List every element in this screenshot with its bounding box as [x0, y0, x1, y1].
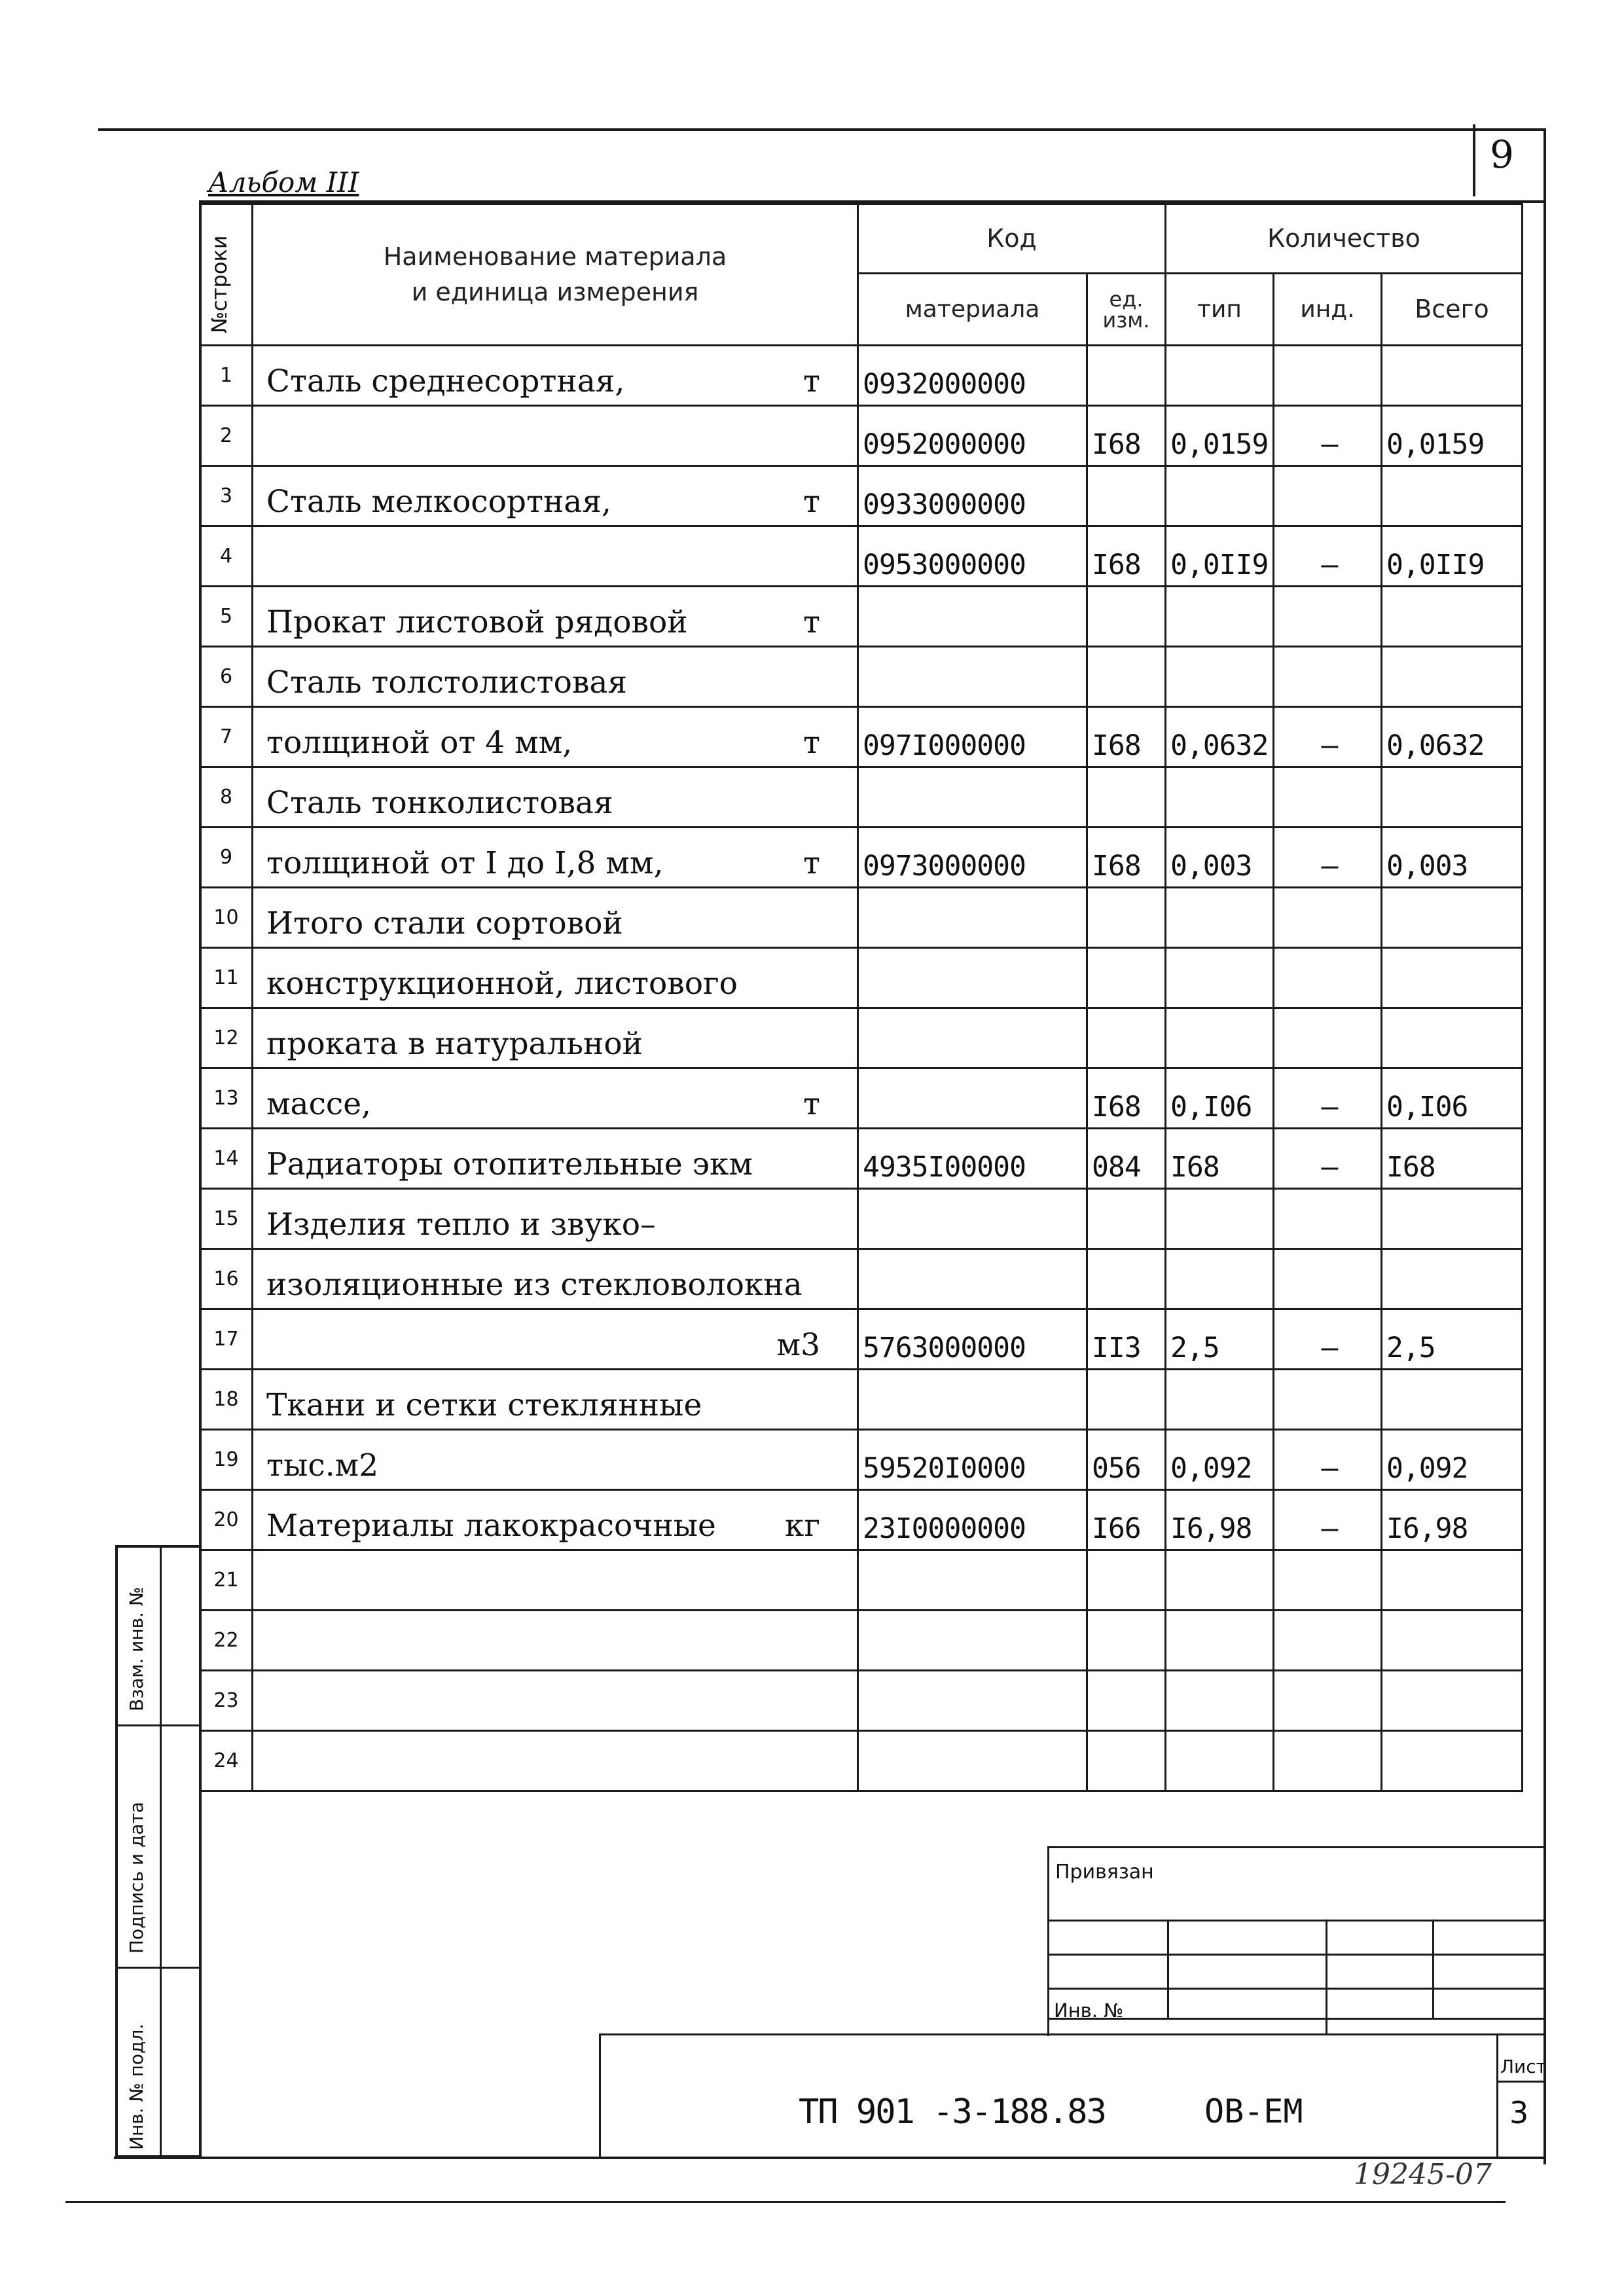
qty-type: [1166, 466, 1274, 526]
list-box-left-line: [1496, 2033, 1498, 2158]
material-name: Материалы лакокрасочные: [266, 1508, 716, 1544]
material-name-cell: [253, 1249, 858, 1309]
unit-code: I68: [1087, 828, 1166, 888]
row-number: 18: [200, 1370, 253, 1430]
name-header-line2: и единица измерения: [411, 277, 699, 306]
material-code: [858, 888, 1087, 948]
material-code: [858, 1068, 1087, 1129]
unit-code: [1087, 587, 1166, 647]
qty-ind: –: [1274, 1068, 1382, 1129]
row-number: 21: [200, 1550, 253, 1611]
frame-top-line: [98, 128, 1545, 131]
qty-type: 0,I06: [1166, 1068, 1274, 1129]
ind-header: инд.: [1274, 274, 1382, 346]
qty-total: [1382, 466, 1523, 526]
unit-letter: м3: [776, 1327, 820, 1363]
material-name: Сталь среднесортная,: [266, 363, 625, 399]
qty-type: [1166, 1189, 1274, 1249]
materials-table: [199, 203, 1523, 1792]
qty-ind: –: [1274, 406, 1382, 466]
list-number: 3: [1509, 2095, 1529, 2130]
material-code: [858, 1671, 1087, 1731]
row-number: 11: [200, 948, 253, 1008]
material-name-cell: [253, 1189, 858, 1249]
doc-strip-top-line: [599, 2033, 1545, 2035]
material-name: изоляционные из стекловолокна: [266, 1267, 803, 1303]
material-code: [858, 1550, 1087, 1611]
unit-letter: т: [803, 484, 820, 520]
material-code: 0932000000: [858, 346, 1087, 406]
unit-code: 056: [1087, 1430, 1166, 1490]
material-name-cell: [253, 406, 858, 466]
qty-type: [1166, 647, 1274, 707]
row-number: 24: [200, 1731, 253, 1791]
stamp-line-1: [1047, 1920, 1545, 1922]
qty-total: 0,0159: [1382, 406, 1523, 466]
row-number: 22: [200, 1611, 253, 1671]
material-name: Итого стали сортовой: [266, 905, 623, 941]
qty-type: 0,0159: [1166, 406, 1274, 466]
material-code: [858, 647, 1087, 707]
qty-type: 0,0II9: [1166, 526, 1274, 587]
material-name: Радиаторы отопительные экм: [266, 1146, 753, 1182]
row-number: 9: [200, 828, 253, 888]
qty-total: [1382, 1370, 1523, 1430]
qty-total: 0,003: [1382, 828, 1523, 888]
material-name-cell: [253, 1430, 858, 1490]
unit-code: II3: [1087, 1309, 1166, 1370]
table-row: [200, 888, 1523, 948]
table-row: [200, 587, 1523, 647]
qty-type: [1166, 1731, 1274, 1791]
unit-code: I68: [1087, 526, 1166, 587]
stamp-line-3: [1047, 1988, 1545, 1990]
stamp-col-1: [1167, 1920, 1169, 2018]
qty-type: 0,0632: [1166, 707, 1274, 767]
unit-code: [1087, 466, 1166, 526]
qty-type: [1166, 1008, 1274, 1068]
unit-letter: т: [803, 363, 820, 399]
unit-code: I66: [1087, 1490, 1166, 1550]
unit-code: [1087, 647, 1166, 707]
side-stamp-divider: [160, 1548, 162, 2158]
row-number: 12: [200, 1008, 253, 1068]
material-name-cell: [253, 1008, 858, 1068]
qty-total: [1382, 767, 1523, 828]
table-row: [200, 707, 1523, 767]
unit-code: 084: [1087, 1129, 1166, 1189]
unit-code: [1087, 1611, 1166, 1671]
qty-total: I68: [1382, 1129, 1523, 1189]
material-name-cell: [253, 1671, 858, 1731]
qty-ind: [1274, 1370, 1382, 1430]
material-name-cell: [253, 1309, 858, 1370]
material-code: [858, 948, 1087, 1008]
qty-total: [1382, 1189, 1523, 1249]
table-row: [200, 1671, 1523, 1731]
qty-ind: [1274, 1189, 1382, 1249]
material-code: [858, 1611, 1087, 1671]
qty-ind: [1274, 1731, 1382, 1791]
material-code: 0952000000: [858, 406, 1087, 466]
quantity-group-header: Количество: [1166, 204, 1523, 274]
row-number: 20: [200, 1490, 253, 1550]
qty-ind: [1274, 466, 1382, 526]
row-number: 15: [200, 1189, 253, 1249]
privyazan-label: Привязан: [1055, 1861, 1154, 1884]
qty-total: [1382, 1550, 1523, 1611]
qty-ind: –: [1274, 1430, 1382, 1490]
row-number-header: [200, 204, 253, 346]
qty-type: [1166, 1249, 1274, 1309]
row-number: 7: [200, 707, 253, 767]
material-code: [858, 1249, 1087, 1309]
row-number: 8: [200, 767, 253, 828]
unit-header: ед. изм.: [1087, 274, 1166, 346]
table-row: [200, 1249, 1523, 1309]
unit-code: I68: [1087, 1068, 1166, 1129]
page-number-box: [1473, 124, 1546, 196]
qty-type: 2,5: [1166, 1309, 1274, 1370]
row-number: 10: [200, 888, 253, 948]
qty-ind: [1274, 888, 1382, 948]
qty-ind: –: [1274, 1309, 1382, 1370]
type-header: тип: [1166, 274, 1274, 346]
qty-ind: –: [1274, 1490, 1382, 1550]
material-code: 097I000000: [858, 707, 1087, 767]
material-name-cell: [253, 1068, 858, 1129]
table-row: [200, 828, 1523, 888]
qty-type: [1166, 948, 1274, 1008]
row-number: 23: [200, 1671, 253, 1731]
qty-total: [1382, 1249, 1523, 1309]
name-header-line1: Наименование материала: [383, 242, 727, 271]
qty-ind: [1274, 767, 1382, 828]
qty-total: 0,0632: [1382, 707, 1523, 767]
qty-total: [1382, 1008, 1523, 1068]
qty-type: [1166, 1550, 1274, 1611]
qty-type: 0,003: [1166, 828, 1274, 888]
qty-total: 0,092: [1382, 1430, 1523, 1490]
material-code: [858, 1731, 1087, 1791]
stamp-line-2: [1047, 1954, 1545, 1956]
code-group-header: Код: [858, 204, 1166, 274]
table-row: [200, 466, 1523, 526]
material-name-cell: [253, 948, 858, 1008]
inv-no-label: Инв. №: [1054, 1999, 1124, 2022]
material-name: толщиной от 4 мм,: [266, 725, 573, 761]
unit-letter: т: [803, 604, 820, 640]
doc-strip-left-line: [599, 2033, 601, 2158]
material-name-cell: [253, 828, 858, 888]
table-row: [200, 1490, 1523, 1550]
material-name-cell: [253, 1490, 858, 1550]
row-number-header-label: №строки: [207, 235, 232, 333]
qty-type: [1166, 767, 1274, 828]
qty-ind: [1274, 1611, 1382, 1671]
qty-ind: –: [1274, 1129, 1382, 1189]
qty-type: [1166, 888, 1274, 948]
unit-code: [1087, 1189, 1166, 1249]
row-number: 14: [200, 1129, 253, 1189]
unit-letter: т: [803, 1086, 820, 1122]
qty-ind: [1274, 587, 1382, 647]
unit-code: I68: [1087, 406, 1166, 466]
material-code: 23I0000000: [858, 1490, 1087, 1550]
stamp-col-3: [1432, 1920, 1434, 2018]
list-box-mid-line: [1496, 2081, 1545, 2083]
material-name: Изделия тепло и звуко–: [266, 1207, 656, 1243]
material-code: 59520I0000: [858, 1430, 1087, 1490]
material-name: Прокат листовой рядовой: [266, 604, 688, 640]
qty-total: 0,I06: [1382, 1068, 1523, 1129]
qty-type: I6,98: [1166, 1490, 1274, 1550]
total-header: Всего: [1382, 274, 1523, 346]
inv-podl-label: Инв. № подл.: [126, 2023, 147, 2150]
material-code: [858, 587, 1087, 647]
qty-total: [1382, 1731, 1523, 1791]
row-number: 19: [200, 1430, 253, 1490]
qty-ind: [1274, 1249, 1382, 1309]
material-code: [858, 1008, 1087, 1068]
qty-type: [1166, 1671, 1274, 1731]
row-number: 13: [200, 1068, 253, 1129]
table-row: [200, 1008, 1523, 1068]
material-code: 4935I00000: [858, 1129, 1087, 1189]
unit-code: I68: [1087, 707, 1166, 767]
row-number: 17: [200, 1309, 253, 1370]
qty-ind: [1274, 1008, 1382, 1068]
name-header: [253, 204, 858, 346]
qty-total: I6,98: [1382, 1490, 1523, 1550]
row-number: 1: [200, 346, 253, 406]
qty-total: [1382, 647, 1523, 707]
side-stamp-sep-2: [118, 1967, 202, 1969]
unit-letter: кг: [785, 1508, 820, 1544]
row-number: 5: [200, 587, 253, 647]
table-row: [200, 1430, 1523, 1490]
row-number: 2: [200, 406, 253, 466]
qty-ind: [1274, 346, 1382, 406]
qty-ind: [1274, 948, 1382, 1008]
material-name: Сталь толстолистовая: [266, 665, 628, 701]
qty-ind: [1274, 1550, 1382, 1611]
table-row: [200, 948, 1523, 1008]
list-label: Лист: [1500, 2056, 1547, 2077]
material-name-cell: [253, 1370, 858, 1430]
material-name-cell: [253, 1129, 858, 1189]
material-name-cell: [253, 1550, 858, 1611]
material-code: [858, 1189, 1087, 1249]
unit-code: [1087, 1731, 1166, 1791]
table-row: [200, 1068, 1523, 1129]
side-stamp-sep-1: [118, 1724, 202, 1726]
unit-code: [1087, 948, 1166, 1008]
table-row: [200, 1731, 1523, 1791]
table-row: [200, 1129, 1523, 1189]
unit-code: [1087, 767, 1166, 828]
material-name: Сталь тонколистовая: [266, 785, 613, 821]
material-name-cell: [253, 647, 858, 707]
material-name-cell: [253, 1731, 858, 1791]
qty-type: [1166, 1611, 1274, 1671]
unit-letter: т: [803, 845, 820, 881]
stamp-col-2: [1326, 1920, 1327, 2035]
qty-type: [1166, 346, 1274, 406]
table-row: [200, 1189, 1523, 1249]
row-number: 4: [200, 526, 253, 587]
section-code: ОВ-ЕМ: [1204, 2092, 1303, 2130]
qty-ind: [1274, 647, 1382, 707]
material-name: толщиной от I до I,8 мм,: [266, 845, 664, 881]
material-name: Ткани и сетки стеклянные: [266, 1387, 702, 1423]
material-name-cell: [253, 466, 858, 526]
table-row: [200, 1370, 1523, 1430]
material-code: 0933000000: [858, 466, 1087, 526]
qty-ind: [1274, 1671, 1382, 1731]
material-name: массе,: [266, 1086, 371, 1122]
qty-ind: –: [1274, 526, 1382, 587]
material-code: [858, 1370, 1087, 1430]
qty-total: 0,0II9: [1382, 526, 1523, 587]
archive-number: 19245-07: [1354, 2158, 1492, 2191]
table-row: [200, 647, 1523, 707]
table-row: [200, 406, 1523, 466]
material-name: тыс.м2: [266, 1448, 379, 1484]
material-name-cell: [253, 888, 858, 948]
material-name: проката в натуральной: [266, 1026, 643, 1062]
page-number: 9: [1490, 132, 1514, 177]
unit-code: [1087, 888, 1166, 948]
material-code: 5763000000: [858, 1309, 1087, 1370]
table-row: [200, 1550, 1523, 1611]
qty-type: 0,092: [1166, 1430, 1274, 1490]
table-row: [200, 526, 1523, 587]
qty-total: 2,5: [1382, 1309, 1523, 1370]
material-name-cell: [253, 767, 858, 828]
qty-ind: –: [1274, 707, 1382, 767]
qty-type: [1166, 1370, 1274, 1430]
signature-date-label: Подпись и дата: [126, 1802, 147, 1954]
stamp-left-line: [1047, 1846, 1049, 2036]
table-row: [200, 346, 1523, 406]
album-label: Альбом III: [208, 166, 359, 198]
qty-type: I68: [1166, 1129, 1274, 1189]
qty-total: [1382, 587, 1523, 647]
qty-total: [1382, 888, 1523, 948]
material-code: [858, 767, 1087, 828]
material-code: 0953000000: [858, 526, 1087, 587]
material-name-cell: [253, 587, 858, 647]
unit-code: [1087, 1671, 1166, 1731]
material-name: Сталь мелкосортная,: [266, 484, 611, 520]
table-row: [200, 767, 1523, 828]
material-name-cell: [253, 1611, 858, 1671]
unit-code: [1087, 1249, 1166, 1309]
unit-code: [1087, 1370, 1166, 1430]
material-name-cell: [253, 526, 858, 587]
table-row: [200, 1611, 1523, 1671]
table-row: [200, 1309, 1523, 1370]
unit-letter: т: [803, 725, 820, 761]
unit-code: [1087, 1008, 1166, 1068]
material-code: 0973000000: [858, 828, 1087, 888]
row-number: 16: [200, 1249, 253, 1309]
qty-ind: –: [1274, 828, 1382, 888]
qty-total: [1382, 1671, 1523, 1731]
side-stamp-block: [115, 1545, 199, 2158]
qty-total: [1382, 346, 1523, 406]
row-number: 3: [200, 466, 253, 526]
vzam-inv-label: Взам. инв. №: [126, 1586, 147, 1711]
page-bottom-line: [65, 2201, 1506, 2203]
row-number: 6: [200, 647, 253, 707]
unit-code: [1087, 346, 1166, 406]
material-name-cell: [253, 707, 858, 767]
document-code: ТП 901 -3-188.83: [799, 2092, 1106, 2132]
qty-total: [1382, 948, 1523, 1008]
qty-total: [1382, 1611, 1523, 1671]
material-name: конструкционной, листового: [266, 966, 738, 1002]
unit-code: [1087, 1550, 1166, 1611]
material-code-header: материала: [858, 274, 1087, 346]
qty-type: [1166, 587, 1274, 647]
material-name-cell: [253, 346, 858, 406]
stamp-top-line: [1047, 1846, 1545, 1848]
